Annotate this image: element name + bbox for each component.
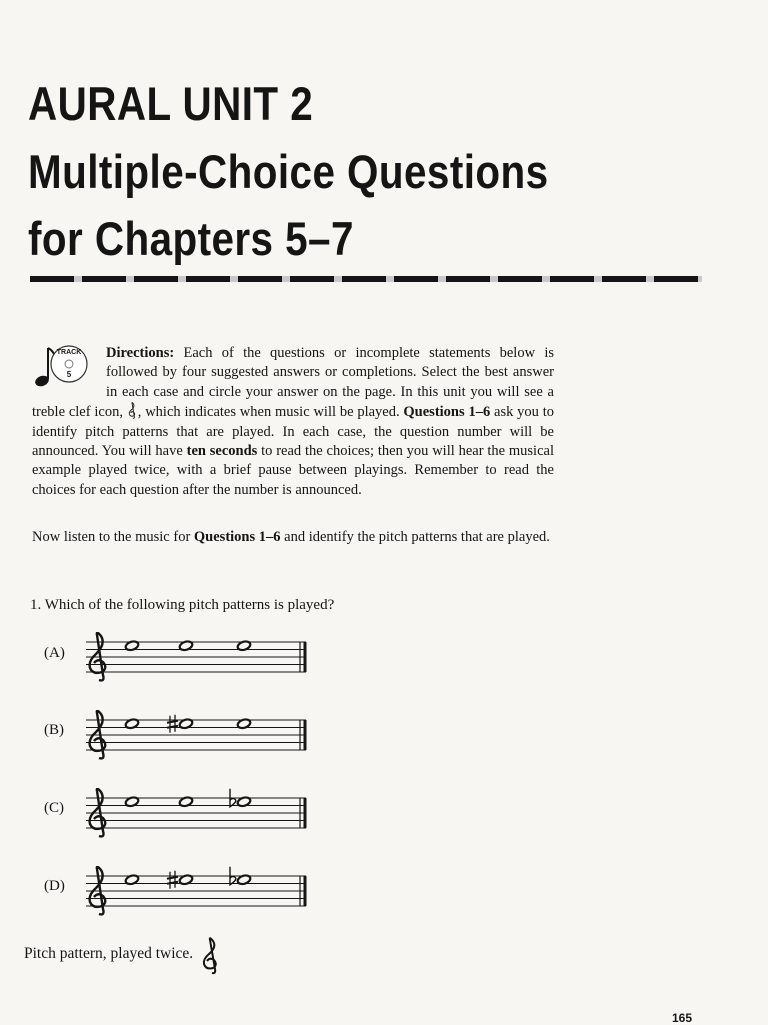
sharp-sign [167, 715, 178, 733]
played-twice-note: Pitch pattern, played twice. [24, 945, 194, 962]
directions-ten-seconds: ten seconds [186, 443, 258, 460]
title-line-2: Multiple-Choice Questions [28, 145, 549, 198]
sharp-sign [167, 871, 178, 889]
page-number: 165 [672, 1011, 693, 1025]
option-c-staff[interactable] [84, 788, 314, 840]
title-line-3: for Chapters 5–7 [28, 212, 354, 265]
option-a-staff[interactable] [84, 632, 314, 684]
title-divider [30, 276, 702, 282]
now-listen-text-2: and identify the pitch patterns that are played. [280, 529, 550, 545]
option-a-label[interactable]: (A) [44, 645, 65, 661]
option-d-staff[interactable] [84, 866, 314, 918]
treble-clef-icon [200, 937, 222, 977]
now-listen-text-1: Now listen to the music for [32, 529, 194, 545]
option-b-label[interactable]: (B) [44, 722, 64, 738]
title-line-1: AURAL UNIT 2 [28, 77, 314, 130]
question-1 [30, 597, 334, 614]
now-listen-paragraph [32, 528, 554, 547]
option-b-staff[interactable] [84, 710, 314, 762]
option-c-label[interactable]: (C) [44, 800, 64, 816]
now-listen-questions-ref: Questions 1–6 [193, 529, 281, 545]
directions-label: Directions: [106, 345, 175, 361]
directions-text-3: ask you to identify pitch patterns that are played. In each case, the question number will be announced. You will have [32, 404, 554, 460]
option-d-label[interactable]: (D) [44, 878, 65, 894]
track-label: TRACK [56, 349, 82, 356]
track-number: 5 [66, 370, 72, 379]
directions-text-2: , which indicates when music will be played. [137, 404, 404, 421]
directions-text-1: Each of the questions or incomplete statements below is followed by four suggested answers or completions. Select the best answer in each case and circle your answer on the page. In this unit you will see a treble clef icon, [32, 345, 554, 421]
treble-clef-icon [127, 402, 138, 420]
directions-text-4: to read the choices; then you will hear the musical example played twice, with a brief pause between playings. Remember to read the choices for each question after the number is announced. [32, 443, 554, 498]
question-text: Which of the following pitch patterns is played? [44, 597, 335, 613]
directions-paragraph [32, 344, 554, 500]
question-number: 1. [30, 597, 42, 613]
directions-questions-ref: Questions 1–6 [403, 404, 491, 421]
